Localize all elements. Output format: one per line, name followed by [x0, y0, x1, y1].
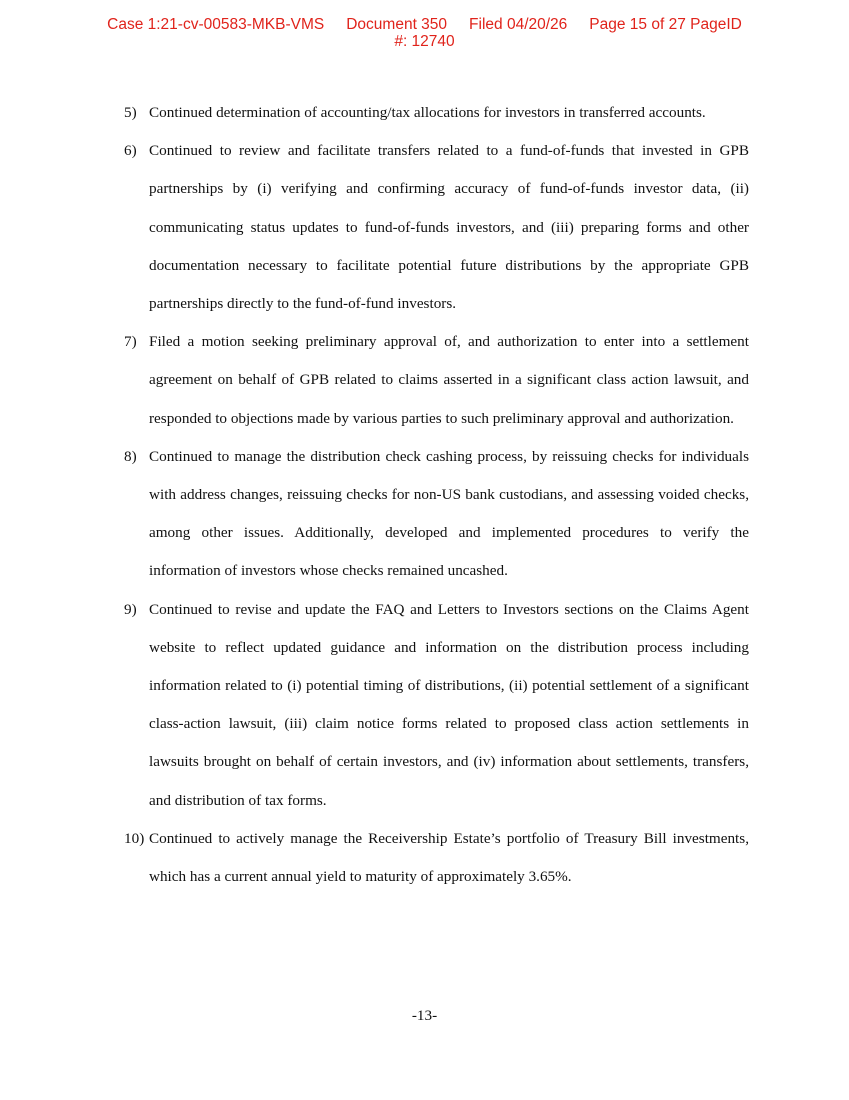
list-item: [124, 591, 749, 820]
list-item: [124, 438, 749, 591]
item-text: Continued to actively manage the Receivership Estate’s portfolio of Treasury Bill investments, which has a current annual yield to maturity of approximately 3.65%.: [149, 829, 749, 886]
item-number: 10): [124, 829, 145, 847]
filing-stamp-line-1: [0, 16, 849, 33]
item-text: Continued to review and facilitate transfers related to a fund-of-funds that invested in GPB partnerships by (i) verifying and confirming accuracy of fund-of-funds investor data, (ii) communicating status updates to fund-of-funds investors, and (iii) preparing forms and other documentation necessary to facilitate potential future distributions by the appropriate GPB partnerships directly to the fund-of-fund investors.: [149, 142, 749, 313]
document-number: Document 350: [346, 16, 448, 33]
item-text: Continued to revise and update the FAQ and Letters to Investors sections on the Claims Agent website to reflect updated guidance and information on the distribution process including information related to (i) potential timing of distributions, (ii) potential settlement of a significant class-action lawsuit, (iii) claim notice forms related to proposed class action settlements in lawsuits brought on behalf of certain investors, and (iv) information about settlements, transfers, and distribution of tax forms.: [149, 600, 749, 809]
item-number: 7): [124, 333, 137, 351]
court-filing-stamp: [0, 16, 849, 50]
item-text: Filed a motion seeking preliminary approval of, and authorization to enter into a settlement agreement on behalf of GPB related to claims asserted in a significant class action lawsuit, and responded to objections made by various parties to such preliminary approval and authorization.: [149, 333, 749, 427]
case-number: Case 1:21-cv-00583-MKB-VMS: [107, 16, 325, 33]
list-item: [124, 820, 749, 896]
item-text: Continued to manage the distribution check cashing process, by reissuing checks for individuals with address changes, reissuing checks for non-US bank custodians, and assessing voided checks, among other issues. Additionally, developed and implemented procedures to verify the information of investors whose checks remained uncashed.: [149, 447, 749, 580]
activity-list: [124, 94, 749, 896]
list-item: [124, 132, 749, 323]
list-item: [124, 94, 749, 132]
list-item: [124, 323, 749, 438]
page-id: #: 12740: [394, 33, 455, 50]
item-number: 9): [124, 600, 137, 618]
item-number: 5): [124, 104, 137, 121]
item-text: Continued determination of accounting/tax allocations for investors in transferred accounts.: [149, 104, 706, 121]
filed-date: Filed 04/20/26: [469, 16, 568, 33]
page-number: -13-: [411, 1007, 438, 1024]
page-of-pages: Page 15 of 27 PageID: [589, 16, 742, 33]
item-number: 6): [124, 142, 137, 160]
item-number: 8): [124, 447, 137, 465]
